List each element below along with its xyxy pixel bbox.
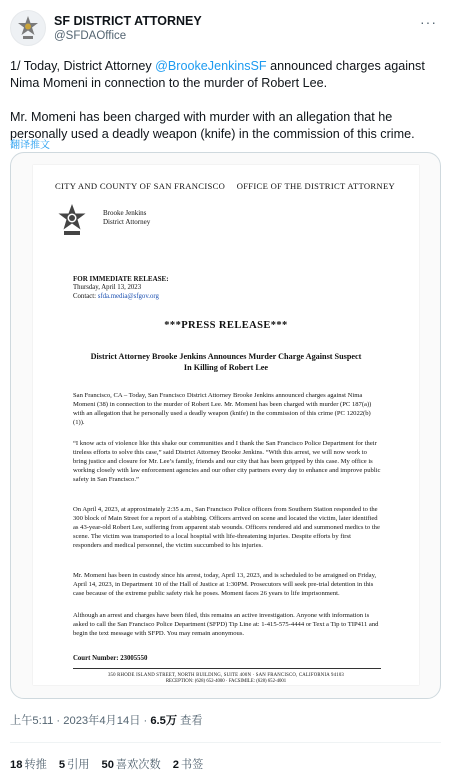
- likes-label: 喜欢次数: [115, 759, 161, 771]
- tweet-meta: [10, 712, 203, 728]
- da-title: District Attorney: [103, 218, 151, 226]
- tweet-header: [10, 8, 441, 46]
- document-right-header: OFFICE OF THE DISTRICT ATTORNEY: [236, 181, 395, 191]
- tweet-text: [10, 58, 441, 143]
- tweet-paragraph-1: [10, 58, 441, 92]
- court-number: Court Number: 23005550: [73, 655, 148, 662]
- tweet-paragraph-2: Mr. Momeni has been charged with murder with an allegation that he personally used a deadly weapon (knife) in the commission of this crime.: [10, 110, 415, 141]
- attached-image[interactable]: [10, 152, 441, 699]
- bookmarks-stat[interactable]: [173, 756, 204, 772]
- tweet-timestamp[interactable]: 上午5:11 · 2023年4月14日 ·: [10, 715, 151, 727]
- quotes-stat[interactable]: [59, 756, 90, 772]
- bookmarks-label: 书签: [180, 759, 204, 771]
- mention-link[interactable]: @BrookeJenkinsSF: [155, 59, 267, 73]
- document-left-header: CITY AND COUNTY OF SAN FRANCISCO: [55, 181, 226, 191]
- press-release-document: [33, 165, 419, 685]
- release-label: FOR IMMEDIATE RELEASE:: [73, 275, 169, 283]
- release-contact: [73, 293, 159, 300]
- release-paragraph-5: Although an arrest and charges have been filed, this remains an active investigation. Anyone with information is asked to call the San Francisco Police Department (SFPD) Tip Line at: 1-415-575-4444 or Text a Tip to TIP411 and begin the text message with SFPD. You may remain anonymous.: [73, 612, 379, 638]
- da-name: Brooke Jenkins: [103, 209, 147, 217]
- headline-line-2: In Killing of Robert Lee: [183, 363, 269, 372]
- office-address: 350 RHODE ISLAND STREET, NORTH BUILDING, SUITE 400N · SAN FRANCISCO, CALIFORNIA 94103: [107, 673, 345, 678]
- da-badge-icon: [55, 203, 89, 237]
- contact-email: sfda.media@sfgov.org: [97, 293, 159, 300]
- release-date: Thursday, April 13, 2023: [73, 284, 142, 291]
- office-phone: RECEPTION: (628) 652-4000 · FACSIMILE: (628) 652-4001: [165, 679, 287, 684]
- retweets-label: 转推: [24, 759, 47, 771]
- more-options-icon[interactable]: ···: [420, 14, 437, 30]
- retweets-count: 18: [10, 759, 23, 771]
- likes-count: 50: [101, 759, 114, 771]
- views-label: 查看: [177, 715, 203, 727]
- press-release-title: ***PRESS RELEASE***: [164, 320, 288, 331]
- likes-stat[interactable]: [101, 756, 160, 772]
- engagement-stats: [10, 756, 203, 772]
- avatar[interactable]: [10, 10, 46, 46]
- release-paragraph-2: “I know acts of violence like this shake our communities and I thank the San Francisco Police Department for their tireless efforts to solve this case,” said District Attorney Brooke Jenkins. “With this arrest, we will now work to bring justice and closure for Mr. Lee’s family, friends and our city that has been gripped by this case. My office is working closely with law enforcement agencies and our other city partners every day to enhance and improve public safety in San Francisco.”: [73, 440, 381, 484]
- headline-line-1: District Attorney Brooke Jenkins Announces Murder Charge Against Suspect: [90, 352, 362, 361]
- sfda-seal-icon: [15, 15, 41, 41]
- views-count: 6.5万: [150, 715, 178, 727]
- release-paragraph-1: San Francisco, CA – Today, San Francisco District Attorney Brooke Jenkins announced charges against Nima Momeni (38) in connection to the murder of Robert Lee. Mr. Momeni has been charged with murder (PC 187(a)) with an allegation that he personally used a deadly weapon (knife) in the commission of this crime (PC 12022(b)(1)).: [73, 392, 372, 427]
- stats-divider: [10, 742, 441, 743]
- release-paragraph-3: On April 4, 2023, at approximately 2:35 a.m., San Francisco Police officers from Southern Station responded to the 300 block of Main Street for a report of a stabbing. Officers arrived on scene and located the victim, later identified as 43-year-old Robert Lee, suffering from apparent stab wounds. Officers rendered aid and summoned medics to the scene. The victim was transported to a local hospital with life-threatening injuries. Despite efforts by first responders and medical personnel, the victim succumbed to his injuries.: [73, 506, 380, 550]
- account-name[interactable]: SF DISTRICT ATTORNEY: [54, 14, 202, 28]
- tweet-text-part: 1/ Today, District Attorney: [10, 59, 156, 73]
- footer-divider: [73, 668, 381, 669]
- quotes-count: 5: [58, 759, 66, 771]
- retweets-stat[interactable]: [10, 756, 47, 772]
- account-handle[interactable]: @SFDAOffice: [54, 30, 127, 42]
- contact-label: Contact:: [73, 293, 98, 300]
- quotes-label: 引用: [67, 759, 90, 771]
- tweet-text-part: announced charges against Nima Momeni in connection to the murder of Robert Lee.: [10, 59, 425, 90]
- release-paragraph-4: Mr. Momeni has been in custody since his arrest, today, April 13, 2023, and is scheduled to be arraigned on Friday, April 14, 2023, in Department 10 of the Hall of Justice at 1:30PM. Prosecutors will seek pre-trial detention in this case because of the extreme public safety risk he poses. Momeni faces 26 years to life imprisonment.: [73, 572, 377, 598]
- translate-tweet-link[interactable]: 翻译推文: [10, 140, 50, 151]
- bookmarks-count: 2: [172, 759, 179, 771]
